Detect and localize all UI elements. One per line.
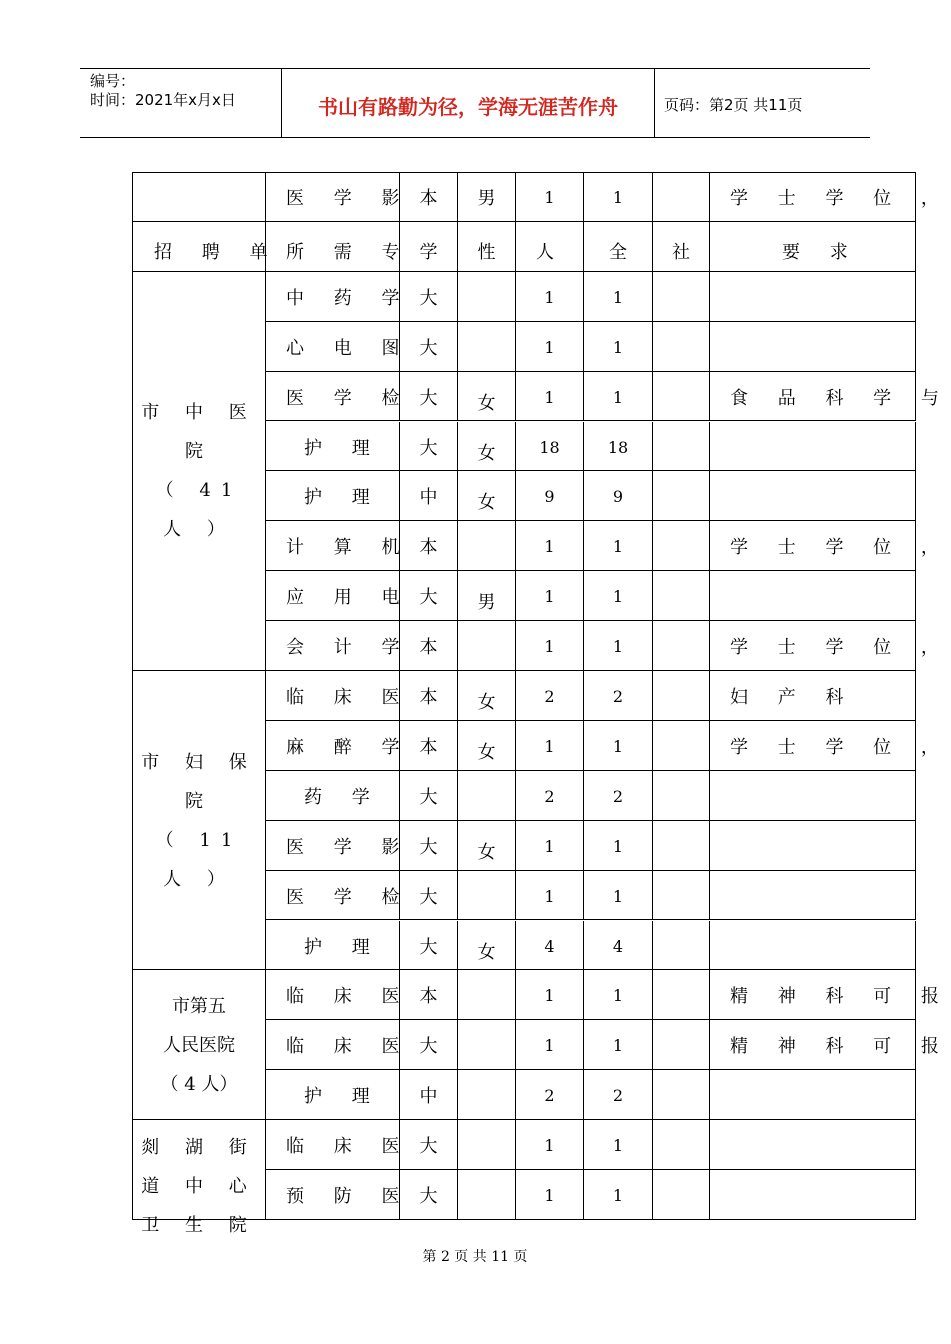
education-text: 大	[419, 437, 438, 459]
gender-text: 女	[477, 841, 496, 863]
cell-full-time	[584, 671, 653, 721]
major-text: 会 计 学	[286, 637, 412, 659]
count-text: 2	[544, 1086, 555, 1106]
cell-full-time	[584, 422, 653, 472]
cell-full-time	[584, 871, 653, 921]
cell-count	[516, 521, 584, 571]
count-text: 9	[544, 487, 555, 507]
full-time-text: 18	[607, 437, 629, 457]
cell-social	[653, 1170, 710, 1220]
cell-count	[516, 372, 584, 422]
cell-education	[400, 471, 458, 521]
count-text: 2	[544, 786, 555, 806]
cell-social	[653, 521, 710, 571]
education-text: 中	[419, 1086, 438, 1108]
major-text: 医 学 影	[286, 188, 412, 209]
education-text: 本	[419, 637, 438, 659]
cell-major	[266, 222, 412, 272]
cell-gender	[458, 921, 516, 971]
education-text: 大	[419, 886, 438, 908]
full-time-text: 2	[612, 687, 624, 706]
cell-full-time	[584, 771, 653, 821]
cell-unit	[132, 222, 280, 272]
cell-full-time	[584, 821, 653, 871]
cell-gender	[458, 671, 516, 721]
education-text: 大	[419, 337, 438, 359]
page-info: 页码：第2页 共11页	[664, 96, 803, 114]
full-time-text: 9	[612, 487, 624, 507]
cell-requirement	[710, 1120, 916, 1170]
major-text: 中 药 学	[286, 287, 412, 309]
cell-major	[266, 921, 400, 971]
cell-requirement	[710, 322, 916, 372]
cell-requirement	[710, 172, 951, 222]
unit-name-line: 人民医院	[163, 1034, 235, 1056]
requirement-text: 要 求	[782, 241, 860, 263]
cell-social	[653, 871, 710, 921]
count-text: 1	[544, 188, 555, 207]
cell-major	[266, 970, 412, 1020]
cell-count	[516, 621, 584, 671]
major-text: 计 算 机	[286, 537, 412, 559]
full-time-text: 1	[612, 337, 624, 357]
cell-gender	[458, 272, 516, 322]
cell-requirement	[710, 1020, 951, 1070]
major-text: 临 床 医	[286, 1036, 412, 1058]
unit-name-line: 剡 湖 街	[141, 1137, 257, 1159]
count-text: 1	[544, 1186, 555, 1205]
major-text: 医 学 检	[286, 387, 412, 409]
requirement-text: 学 士 学 位 ，	[730, 637, 951, 659]
unit-name-line: （ 11	[155, 829, 243, 851]
education-text: 大	[419, 786, 438, 808]
unit-name-line: 市 妇 保	[141, 751, 257, 773]
major-text: 护 理	[304, 487, 382, 509]
full-time-text: 2	[612, 1086, 624, 1106]
unit-cell	[132, 671, 266, 970]
unit-name-line: 卫 生 院	[141, 1215, 257, 1237]
cell-social	[653, 1120, 710, 1170]
cell-count	[516, 322, 584, 372]
cell-full-time	[584, 921, 653, 971]
cell-education	[400, 1020, 458, 1070]
cell-gender	[458, 322, 516, 372]
count-text: 1	[544, 637, 555, 657]
requirement-text: 精 神 科 可 报	[730, 986, 951, 1008]
cell-count	[516, 821, 584, 871]
full-time-text: 1	[612, 188, 624, 207]
gender-text: 男	[477, 592, 496, 614]
cell-gender	[458, 222, 516, 272]
education-text: 大	[419, 836, 438, 858]
cell-social	[653, 372, 710, 422]
cell-count	[516, 571, 584, 621]
cell-social	[653, 671, 710, 721]
cell-requirement	[710, 571, 916, 621]
cell-count	[516, 1120, 584, 1170]
cell-gender	[458, 721, 516, 771]
gender-text: 女	[477, 392, 496, 414]
full-time-text: 1	[612, 736, 624, 756]
major-text: 医 学 影	[286, 836, 412, 858]
unit-text: 招 聘 单	[154, 241, 280, 263]
education-text: 本	[419, 188, 438, 209]
cell-count	[516, 721, 584, 771]
cell-education	[400, 322, 458, 372]
cell-gender	[458, 621, 516, 671]
cell-requirement	[710, 970, 951, 1020]
cell-full-time	[584, 471, 653, 521]
cell-education	[400, 621, 458, 671]
cell-gender	[458, 821, 516, 871]
cell-count	[516, 1170, 584, 1220]
count-text: 1	[544, 1136, 555, 1156]
unit-name-line: 人 ）	[163, 868, 235, 890]
cell-count	[516, 172, 584, 222]
major-text: 预 防 医	[286, 1186, 412, 1207]
cell-major	[266, 771, 400, 821]
recruitment-table	[132, 172, 951, 1237]
cell-education	[400, 372, 458, 422]
cell-count	[516, 921, 584, 971]
full-time-text: 1	[612, 1036, 624, 1056]
cell-requirement	[710, 272, 916, 322]
cell-requirement	[710, 521, 951, 571]
cell-count	[516, 771, 584, 821]
unit-name-line: 市第五	[172, 995, 226, 1017]
gender-text: 女	[477, 941, 496, 963]
cell-major	[266, 671, 412, 721]
full-time-text: 4	[612, 936, 624, 956]
requirement-text: 学 士 学 位 ，	[730, 736, 951, 758]
full-time-text: 1	[612, 1136, 624, 1156]
cell-count	[516, 1020, 584, 1070]
code-label: 编号：	[90, 72, 136, 90]
count-text: 1	[544, 387, 555, 407]
cell-social	[653, 422, 710, 472]
cell-count	[516, 1070, 584, 1120]
cell-gender	[458, 970, 516, 1020]
cell-education	[400, 771, 458, 821]
cell-count	[516, 422, 584, 472]
education-text: 本	[419, 687, 438, 708]
cell-education	[400, 1070, 458, 1120]
count-text: 人	[536, 241, 566, 263]
cell-education	[400, 970, 458, 1020]
education-text: 大	[419, 1136, 438, 1158]
cell-major	[266, 322, 412, 372]
cell-requirement	[710, 1170, 916, 1220]
cell-gender	[458, 1170, 516, 1220]
cell-requirement	[710, 721, 951, 771]
education-text: 大	[419, 936, 438, 958]
gender-text: 女	[477, 492, 496, 514]
count-text: 4	[544, 936, 555, 956]
cell-full-time	[584, 970, 653, 1020]
unit-cell	[132, 1120, 266, 1237]
full-time-text: 1	[612, 587, 624, 607]
education-text: 大	[419, 1186, 438, 1207]
cell-count	[516, 671, 584, 721]
cell-full-time	[584, 521, 653, 571]
cell-full-time	[584, 222, 653, 272]
count-text: 1	[544, 1036, 555, 1056]
count-text: 1	[544, 836, 555, 856]
unit-name-line: （ 41	[155, 480, 243, 502]
cell-requirement	[710, 222, 916, 272]
document-header	[80, 68, 870, 138]
cell-major	[266, 372, 412, 422]
count-text: 1	[544, 337, 555, 357]
unit-name-line: 人 ）	[163, 519, 235, 541]
cell-social	[653, 970, 710, 1020]
cell-major	[266, 471, 400, 521]
cell-education	[400, 172, 458, 222]
unit-name-line: 院	[185, 441, 213, 463]
cell-major	[266, 1170, 412, 1220]
cell-gender	[458, 172, 516, 222]
cell-requirement	[710, 771, 916, 821]
cell-full-time	[584, 721, 653, 771]
unit-cell	[132, 272, 266, 671]
cell-major	[266, 1120, 412, 1170]
major-text: 麻 醉 学	[286, 736, 412, 758]
requirement-text: 妇 产 科	[730, 687, 856, 708]
cell-education	[400, 222, 458, 272]
cell-gender	[458, 422, 516, 472]
education-text: 本	[419, 537, 438, 559]
gender-text: 男	[477, 188, 496, 209]
cell-social	[653, 1070, 710, 1120]
cell-requirement	[710, 621, 951, 671]
cell-full-time	[584, 172, 653, 222]
cell-social	[653, 921, 710, 971]
full-time-text: 1	[612, 986, 624, 1006]
full-time-text: 1	[612, 1186, 624, 1205]
unit-name-line: 道 中 心	[141, 1176, 257, 1198]
requirement-text: 学 士 学 位 ，	[730, 537, 951, 559]
education-text: 大	[419, 1036, 438, 1058]
major-text: 临 床 医	[286, 687, 412, 708]
cell-gender	[458, 1020, 516, 1070]
motto: 书山有路勤为径，学海无涯苦作舟	[318, 95, 618, 119]
cell-full-time	[584, 372, 653, 422]
cell-education	[400, 521, 458, 571]
cell-requirement	[710, 871, 916, 921]
cell-gender	[458, 1120, 516, 1170]
cell-requirement	[710, 921, 916, 971]
cell-requirement	[710, 671, 916, 721]
cell-education	[400, 721, 458, 771]
cell-social	[653, 322, 710, 372]
cell-full-time	[584, 571, 653, 621]
cell-major	[266, 521, 412, 571]
education-text: 本	[419, 736, 438, 758]
cell-social	[653, 571, 710, 621]
cell-education	[400, 422, 458, 472]
cell-count	[516, 471, 584, 521]
full-time-text: 1	[612, 387, 624, 407]
cell-social	[653, 621, 710, 671]
header-motto-cell	[281, 69, 655, 137]
count-text: 1	[544, 587, 555, 607]
gender-text: 女	[477, 442, 496, 464]
page-footer: 第 2 页 共 11 页	[422, 1249, 528, 1265]
cell-social	[653, 821, 710, 871]
unit-name-line: 市 中 医	[141, 402, 257, 424]
cell-full-time	[584, 322, 653, 372]
cell-gender	[458, 521, 516, 571]
education-text: 大	[419, 587, 438, 609]
cell-gender	[458, 571, 516, 621]
requirement-text: 精 神 科 可 报	[730, 1036, 951, 1058]
education-text: 中	[419, 487, 438, 509]
cell-social	[653, 222, 710, 272]
cell-gender	[458, 471, 516, 521]
cell-gender	[458, 372, 516, 422]
cell-gender	[458, 771, 516, 821]
full-time-text: 1	[612, 537, 624, 557]
major-text: 心 电 图	[286, 337, 412, 359]
cell-requirement	[710, 471, 916, 521]
count-text: 1	[544, 537, 555, 557]
cell-major	[266, 1020, 412, 1070]
major-text: 药 学	[304, 786, 382, 808]
cell-count	[516, 272, 584, 322]
major-text: 所 需 专	[286, 241, 412, 263]
cell-count	[516, 871, 584, 921]
cell-major	[266, 821, 412, 871]
major-text: 护 理	[304, 1086, 382, 1108]
cell-education	[400, 921, 458, 971]
cell-full-time	[584, 1120, 653, 1170]
full-time-text: 全	[609, 241, 627, 263]
cell-social	[653, 771, 710, 821]
cell-full-time	[584, 272, 653, 322]
cell-count	[516, 222, 584, 272]
cell-gender	[458, 871, 516, 921]
date-label: 时间：2021年x月x日	[90, 91, 236, 109]
cell-social	[653, 1020, 710, 1070]
education-text: 本	[419, 986, 438, 1008]
count-text: 2	[544, 687, 555, 706]
cell-major	[266, 422, 400, 472]
cell-major	[266, 621, 412, 671]
cell-education	[400, 1120, 458, 1170]
cell-social	[653, 471, 710, 521]
unit-name-line: （ 4 人）	[160, 1073, 238, 1095]
full-time-text: 1	[612, 886, 624, 906]
cell-gender	[458, 1070, 516, 1120]
full-time-text: 1	[612, 287, 624, 307]
education-text: 大	[419, 387, 438, 409]
count-text: 1	[544, 986, 555, 1006]
cell-major	[266, 272, 412, 322]
cell-education	[400, 671, 458, 721]
major-text: 临 床 医	[286, 986, 412, 1008]
major-text: 护 理	[304, 437, 382, 459]
cell-full-time	[584, 1020, 653, 1070]
full-time-text: 2	[612, 786, 624, 806]
cell-education	[400, 1170, 458, 1220]
cell-major	[266, 871, 412, 921]
cell-education	[400, 821, 458, 871]
full-time-text: 1	[612, 836, 624, 856]
cell-requirement	[710, 821, 916, 871]
cell-requirement	[710, 372, 951, 422]
requirement-text: 学 士 学 位 ，	[730, 188, 951, 209]
requirement-text: 食 品 科 学 与	[730, 387, 951, 409]
social-text: 社	[672, 241, 690, 263]
count-text: 1	[544, 736, 555, 756]
cell-requirement	[710, 1070, 916, 1120]
education-text: 大	[419, 287, 438, 309]
gender-text: 女	[477, 741, 496, 763]
gender-text: 性	[477, 241, 496, 263]
cell-full-time	[584, 1070, 653, 1120]
major-text: 护 理	[304, 936, 382, 958]
unit-name-line: 院	[185, 790, 213, 812]
cell-social	[653, 272, 710, 322]
cell-full-time	[584, 621, 653, 671]
cell-requirement	[710, 422, 916, 472]
major-text: 医 学 检	[286, 886, 412, 908]
count-text: 18	[539, 437, 560, 457]
cell-major	[266, 721, 412, 771]
cell-major	[266, 172, 412, 222]
cell-unit	[132, 172, 266, 222]
cell-social	[653, 721, 710, 771]
cell-major	[266, 571, 412, 621]
cell-major	[266, 1070, 400, 1120]
count-text: 1	[544, 287, 555, 307]
major-text: 应 用 电	[286, 587, 412, 609]
count-text: 1	[544, 886, 555, 906]
full-time-text: 1	[612, 637, 624, 657]
unit-cell	[132, 970, 266, 1120]
cell-social	[653, 172, 710, 222]
gender-text: 女	[477, 692, 496, 713]
cell-count	[516, 970, 584, 1020]
cell-education	[400, 871, 458, 921]
cell-education	[400, 272, 458, 322]
education-text: 学	[419, 241, 438, 263]
header-meta	[80, 69, 280, 137]
major-text: 临 床 医	[286, 1136, 412, 1158]
cell-education	[400, 571, 458, 621]
cell-full-time	[584, 1170, 653, 1220]
